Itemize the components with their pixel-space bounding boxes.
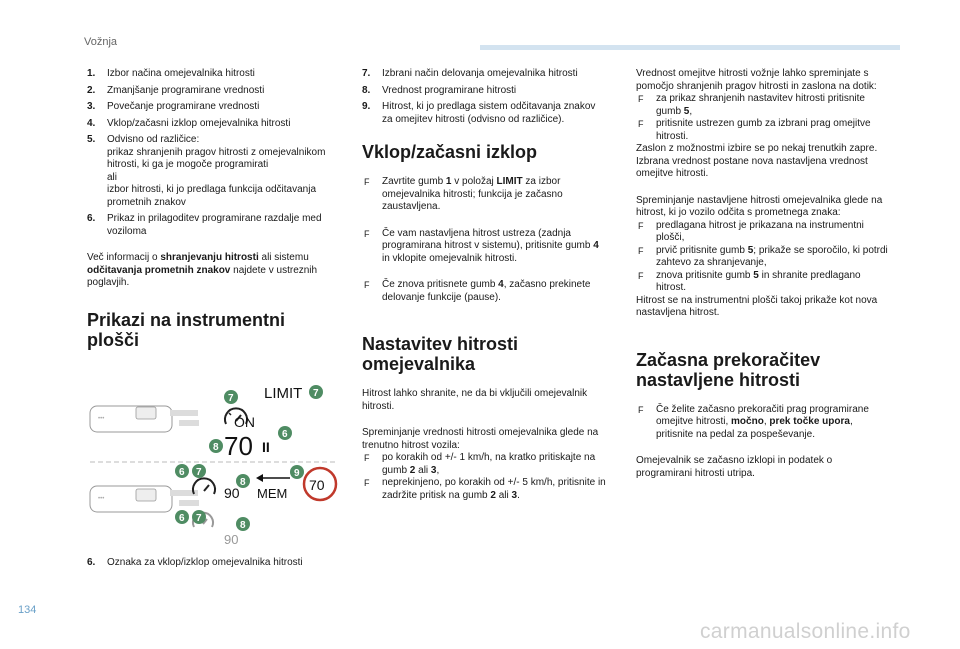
callout-badge-7: [192, 464, 206, 478]
list-item: 3. Povečanje programirane vrednosti: [87, 101, 260, 112]
paragraph: Vrednost omejitve hitrosti vožnje lahko spreminjate s pomočjo shranjenih pragov hitrosti in zaslona na dotik:: [636, 68, 877, 92]
svg-text:8: 8: [213, 442, 219, 453]
svg-text:7: 7: [313, 388, 319, 399]
figure-caption: 6. Oznaka za vklop/izklop omejevalnika hitrosti: [87, 557, 303, 568]
heading-nastavitev: Nastavitev hitrosti omejevalnika: [362, 334, 519, 374]
list-item: 7. Izbrani način delovanja omejevalnika hitrosti: [362, 68, 578, 79]
bullet: F znova pritisnite gumb 5 in shranite predlagano hitrost.: [638, 269, 861, 293]
svg-text:•••: •••: [98, 416, 105, 422]
section-bar: [480, 45, 900, 50]
bullet: F prvič pritisnite gumb 5; prikaže se sporočilo, ki potrdi zahtevo za shranjevanje,: [638, 244, 888, 268]
list-item: 5. Odvisno od različice: prikaz shranjenih pragov hitrosti z omejevalnikom hitrosti, ki ga je mogoče programirati ali izbor hitrosti, ki jo predlaga funkcija odčitavanja prometnih znakov: [87, 134, 326, 208]
heading-prikazi: Prikazi na instrumentni plošči: [87, 309, 286, 350]
svg-text:8: 8: [240, 477, 246, 488]
list-item: 8. Vrednost programirane hitrosti: [362, 84, 517, 96]
callout-badge-7: [192, 510, 206, 524]
svg-text:8: 8: [240, 520, 246, 531]
paragraph: Hitrost lahko shranite, ne da bi vključili omejevalnik hitrosti.: [362, 388, 588, 412]
svg-text:•••: •••: [98, 496, 105, 502]
svg-text:70: 70: [309, 477, 325, 493]
svg-text:6: 6: [179, 467, 185, 478]
bullet: F za prikaz shranjenih nastavitev hitrosti pritisnite gumb 5,: [638, 93, 865, 117]
speed-mid: 90: [224, 485, 240, 501]
callout-badge-7: [309, 385, 323, 399]
paragraph: Hitrost se na instrumentni plošči takoj prikaže kot nova nastavljena hitrost.: [636, 294, 878, 318]
speed-low: 90: [224, 532, 239, 547]
callout-badge-8: [236, 474, 250, 488]
limit-label: LIMIT: [264, 385, 303, 402]
column-1: [87, 68, 332, 350]
page-number: 134: [18, 604, 37, 616]
svg-text:9: 9: [294, 468, 300, 479]
callout-badge-6: [175, 464, 189, 478]
heading-zacasna: Začasna prekoračitev nastavljene hitrosti: [636, 349, 821, 390]
list-item: 2. Zmanjšanje programirane vrednosti: [87, 84, 265, 96]
bullet: F Če želite začasno prekoračiti prag programirane omejitve hitrosti, močno, prek točke upora, pritisnite na pedal za pospeševanje.: [638, 403, 869, 440]
pause-label: II: [262, 439, 270, 455]
callout-badge-6: [278, 426, 292, 440]
on-label: ON: [234, 414, 255, 430]
list-item: 9. Hitrost, ki jo predlaga sistem odčitavanja znakov za omejitev hitrosti (odvisno od različice).: [362, 101, 596, 125]
list-item: 1. Izbor načina omejevalnika hitrosti: [87, 68, 255, 79]
bullet: F predlagana hitrost je prikazana na instrumentni plošči,: [638, 219, 864, 243]
watermark: carmanualsonline.info: [700, 620, 911, 643]
bullet: F Če vam nastavljena hitrost ustreza (zadnja programirana hitrost v sistemu), pritisnite gumb 4 in vklopite omejevalnik hitrosti.: [364, 227, 599, 264]
mem-label: MEM: [257, 486, 288, 501]
legend-list-2: [362, 68, 607, 126]
column-2: [362, 68, 607, 502]
paragraph: Zaslon z možnostmi izbire se po nekaj trenutkih zapre. Izbrana vrednost postane nova nastavljena vrednost omejitve hitrosti.: [636, 143, 878, 179]
svg-text:7: 7: [196, 513, 202, 524]
bullet: F neprekinjeno, po korakih od +/- 5 km/h, pritisnite in zadržite pritisk na gumb 2 ali 3.: [364, 477, 606, 501]
heading-vklop: Vklop/začasni izklop: [362, 142, 538, 162]
list-item: 6. Prikaz in prilagoditev programirane razdalje med voziloma: [87, 213, 322, 237]
bullet: F Če znova pritisnete gumb 4, začasno prekinete delovanje funkcije (pause).: [364, 279, 591, 303]
svg-text:6: 6: [179, 513, 185, 524]
callout-badge-6: [175, 510, 189, 524]
bullet: F pritisnite ustrezen gumb za izbrani prag omejitve hitrosti.: [638, 118, 871, 142]
svg-text:6: 6: [282, 429, 288, 440]
svg-text:7: 7: [196, 467, 202, 478]
callout-badge-8: [209, 439, 223, 453]
instrument-display-figure: [84, 380, 344, 555]
callout-badge-9: [290, 465, 304, 479]
column-3: [636, 68, 891, 494]
bullet: F Zavrtite gumb 1 v položaj LIMIT za izbor omejevalnika hitrosti; funkcija je začasno zaustavljena.: [364, 176, 563, 212]
speed-limit-sign: [304, 468, 336, 500]
svg-text:7: 7: [228, 393, 234, 404]
paragraph: Spreminjanje nastavljene hitrosti omejevalnika glede na hitrost, ki jo vozilo odčita s prometnega znaka:: [636, 194, 883, 218]
callout-badge-7: [224, 390, 238, 404]
legend-list-1: [87, 68, 332, 238]
list-item: 4. Vklop/začasni izklop omejevalnika hitrosti: [87, 117, 291, 129]
info-paragraph: Več informacij o shranjevanju hitrosti ali sistemu odčitavanja prometnih znakov najdete v ustreznih poglavjih.: [87, 252, 318, 288]
paragraph: Spreminjanje vrednosti hitrosti omejevalnika glede na trenutno hitrost vozila:: [362, 427, 599, 451]
callout-badge-8: [236, 517, 250, 531]
bullet: F po korakih od +/- 1 km/h, na kratko pritiskajte na gumb 2 ali 3,: [364, 452, 596, 476]
speed-display: 70: [224, 431, 253, 461]
paragraph: Omejevalnik se začasno izklopi in podatek o programirani hitrosti utripa.: [636, 455, 833, 479]
section-title: Vožnja: [84, 36, 118, 48]
